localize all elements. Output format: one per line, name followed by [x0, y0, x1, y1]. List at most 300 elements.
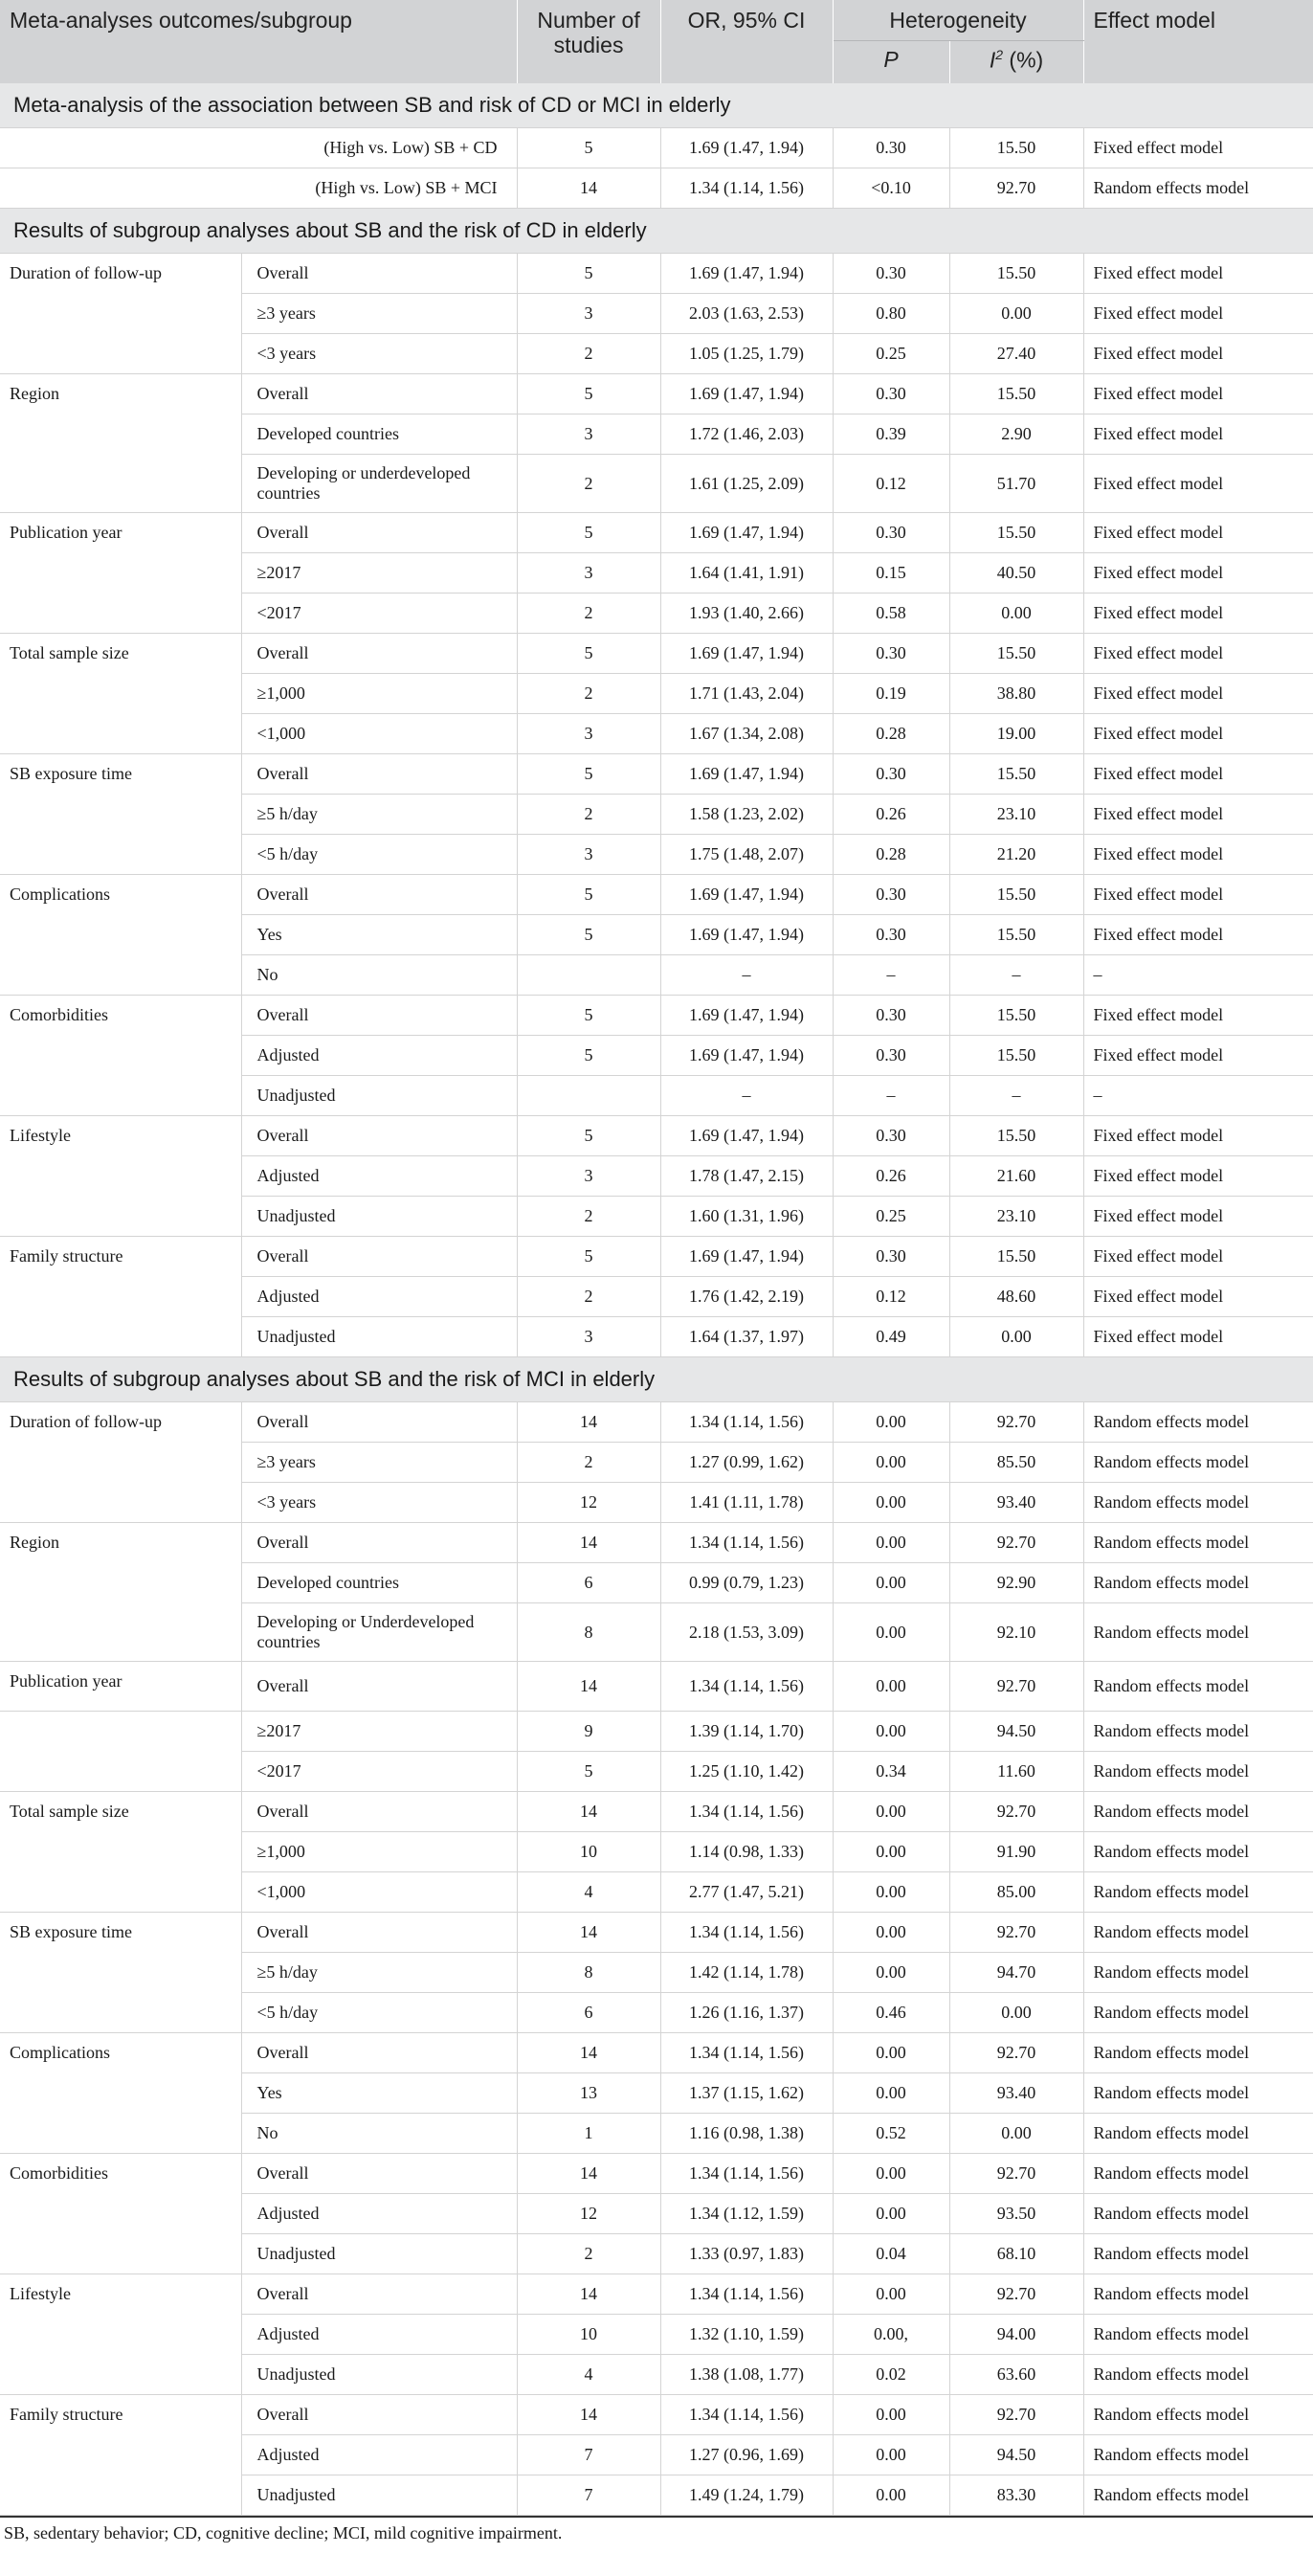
i2-value: 2.90 [949, 414, 1083, 455]
effect-model: Random effects model [1083, 2274, 1313, 2315]
table-row [0, 2274, 1313, 2315]
effect-model: Random effects model [1083, 1483, 1313, 1523]
i2-value: 94.50 [949, 1712, 1083, 1752]
study-count: 14 [517, 2033, 660, 2073]
p-value: 0.30 [833, 374, 949, 414]
effect-model: Random effects model [1083, 1993, 1313, 2033]
study-count: 5 [517, 128, 660, 168]
study-count: 7 [517, 2435, 660, 2475]
subgroup-category: Overall [241, 513, 517, 553]
subgroup-name: Region [0, 1523, 241, 1662]
odds-ratio: 1.69 (1.47, 1.94) [660, 1237, 833, 1277]
i2-value: 11.60 [949, 1752, 1083, 1792]
i2-value: 83.30 [949, 2475, 1083, 2516]
table-row [0, 1662, 1313, 1712]
p-value: 0.00 [833, 2194, 949, 2234]
table-row [0, 128, 1313, 168]
subgroup-name: Total sample size [0, 634, 241, 754]
subgroup-category: <2017 [241, 594, 517, 634]
effect-model: Fixed effect model [1083, 374, 1313, 414]
odds-ratio: 1.37 (1.15, 1.62) [660, 2073, 833, 2114]
i2-value: 21.20 [949, 835, 1083, 875]
study-count: 3 [517, 835, 660, 875]
header-i2-unit: (%) [1003, 48, 1044, 74]
study-count: 4 [517, 1872, 660, 1913]
subgroup-category: Overall [241, 2274, 517, 2315]
table-row [0, 2395, 1313, 2435]
p-value: 0.00 [833, 2435, 949, 2475]
subgroup-category: Unadjusted [241, 1076, 517, 1116]
i2-value: 94.50 [949, 2435, 1083, 2475]
odds-ratio: 1.69 (1.47, 1.94) [660, 875, 833, 915]
i2-value: 92.70 [949, 1523, 1083, 1563]
subgroup-category: Adjusted [241, 1036, 517, 1076]
header-i2 [949, 41, 1083, 84]
i2-value: 92.70 [949, 168, 1083, 209]
subgroup-category: Overall [241, 996, 517, 1036]
study-count: 5 [517, 1116, 660, 1156]
i2-value: 15.50 [949, 634, 1083, 674]
effect-model: Random effects model [1083, 1872, 1313, 1913]
table-row [0, 634, 1313, 674]
effect-model: Random effects model [1083, 2073, 1313, 2114]
i2-value: 15.50 [949, 513, 1083, 553]
study-count: 8 [517, 1953, 660, 1993]
table-row [0, 2033, 1313, 2073]
effect-model: Random effects model [1083, 1832, 1313, 1872]
i2-value: 15.50 [949, 875, 1083, 915]
effect-model: Fixed effect model [1083, 455, 1313, 513]
study-count: 2 [517, 1277, 660, 1317]
subgroup-category: Developed countries [241, 414, 517, 455]
study-count: 5 [517, 374, 660, 414]
subgroup-category: Developed countries [241, 1563, 517, 1603]
effect-model: Fixed effect model [1083, 553, 1313, 594]
p-value: 0.00 [833, 1913, 949, 1953]
odds-ratio: 1.69 (1.47, 1.94) [660, 996, 833, 1036]
study-count [517, 955, 660, 996]
effect-model: Fixed effect model [1083, 634, 1313, 674]
i2-value: 92.70 [949, 2154, 1083, 2194]
i2-value: 21.60 [949, 1156, 1083, 1197]
study-count: 3 [517, 1317, 660, 1357]
study-count: 5 [517, 754, 660, 795]
effect-model: Random effects model [1083, 1752, 1313, 1792]
p-value: 0.30 [833, 1237, 949, 1277]
subgroup-category: No [241, 2114, 517, 2154]
effect-model: Fixed effect model [1083, 1156, 1313, 1197]
study-count [517, 1076, 660, 1116]
effect-model: Fixed effect model [1083, 1116, 1313, 1156]
p-value: 0.00 [833, 1603, 949, 1662]
study-count: 3 [517, 1156, 660, 1197]
odds-ratio: 1.69 (1.47, 1.94) [660, 634, 833, 674]
subgroup-name: Complications [0, 2033, 241, 2154]
i2-value: 23.10 [949, 1197, 1083, 1237]
outcome-label: (High vs. Low) SB + CD [0, 128, 517, 168]
study-count: 4 [517, 2355, 660, 2395]
p-value: 0.00 [833, 1483, 949, 1523]
header-row [0, 0, 1313, 41]
odds-ratio: 2.03 (1.63, 2.53) [660, 294, 833, 334]
effect-model: Random effects model [1083, 1792, 1313, 1832]
odds-ratio: 1.34 (1.14, 1.56) [660, 2274, 833, 2315]
odds-ratio: 1.34 (1.14, 1.56) [660, 1523, 833, 1563]
effect-model: Random effects model [1083, 2234, 1313, 2274]
effect-model: Fixed effect model [1083, 996, 1313, 1036]
section-title: Results of subgroup analyses about SB and the risk of MCI in elderly [0, 1357, 1313, 1402]
subgroup-category: ≥5 h/day [241, 795, 517, 835]
effect-model: Fixed effect model [1083, 254, 1313, 294]
p-value: 0.00 [833, 2475, 949, 2516]
study-count: 5 [517, 1036, 660, 1076]
i2-value: 92.90 [949, 1563, 1083, 1603]
header-outcome: Meta-analyses outcomes/subgroup [0, 0, 517, 83]
subgroup-category: Overall [241, 1792, 517, 1832]
odds-ratio: 1.69 (1.47, 1.94) [660, 254, 833, 294]
subgroup-name: Duration of follow-up [0, 1402, 241, 1523]
subgroup-name: Total sample size [0, 1792, 241, 1913]
subgroup-category: Unadjusted [241, 2355, 517, 2395]
table-row [0, 254, 1313, 294]
subgroup-category: Adjusted [241, 1156, 517, 1197]
table-row [0, 1523, 1313, 1563]
effect-model: Fixed effect model [1083, 1197, 1313, 1237]
table-row [0, 754, 1313, 795]
p-value: 0.30 [833, 754, 949, 795]
p-value: 0.00 [833, 1402, 949, 1443]
p-value: 0.30 [833, 634, 949, 674]
odds-ratio: – [660, 1076, 833, 1116]
subgroup-category: <3 years [241, 1483, 517, 1523]
i2-value: 15.50 [949, 996, 1083, 1036]
p-value: 0.49 [833, 1317, 949, 1357]
study-count: 12 [517, 2194, 660, 2234]
odds-ratio: 1.33 (0.97, 1.83) [660, 2234, 833, 2274]
effect-model: Fixed effect model [1083, 754, 1313, 795]
effect-model: Fixed effect model [1083, 915, 1313, 955]
subgroup-category: <5 h/day [241, 1993, 517, 2033]
table-row [0, 2154, 1313, 2194]
effect-model: Random effects model [1083, 2194, 1313, 2234]
study-count: 2 [517, 2234, 660, 2274]
p-value: 0.12 [833, 1277, 949, 1317]
table-row [0, 875, 1313, 915]
subgroup-category: Unadjusted [241, 1197, 517, 1237]
p-value: 0.30 [833, 996, 949, 1036]
p-value: – [833, 1076, 949, 1116]
table-row [0, 1237, 1313, 1277]
odds-ratio: 1.71 (1.43, 2.04) [660, 674, 833, 714]
i2-value: 19.00 [949, 714, 1083, 754]
odds-ratio: – [660, 955, 833, 996]
odds-ratio: 1.34 (1.14, 1.56) [660, 2395, 833, 2435]
subgroup-name-empty [0, 1712, 241, 1792]
p-value: 0.52 [833, 2114, 949, 2154]
effect-model: Fixed effect model [1083, 1277, 1313, 1317]
effect-model: Fixed effect model [1083, 513, 1313, 553]
section-header [0, 209, 1313, 254]
subgroup-category: No [241, 955, 517, 996]
effect-model: Random effects model [1083, 1563, 1313, 1603]
table-row [0, 168, 1313, 209]
study-count: 14 [517, 168, 660, 209]
i2-value: 92.70 [949, 1662, 1083, 1712]
effect-model: Fixed effect model [1083, 294, 1313, 334]
i2-value: 40.50 [949, 553, 1083, 594]
p-value: 0.00 [833, 1523, 949, 1563]
effect-model: Fixed effect model [1083, 875, 1313, 915]
subgroup-category: Overall [241, 254, 517, 294]
p-value: 0.12 [833, 455, 949, 513]
odds-ratio: 1.75 (1.48, 2.07) [660, 835, 833, 875]
i2-value: 27.40 [949, 334, 1083, 374]
subgroup-category: Adjusted [241, 2194, 517, 2234]
study-count: 2 [517, 674, 660, 714]
p-value: 0.30 [833, 915, 949, 955]
odds-ratio: 1.69 (1.47, 1.94) [660, 1036, 833, 1076]
study-count: 14 [517, 1402, 660, 1443]
study-count: 3 [517, 414, 660, 455]
odds-ratio: 1.61 (1.25, 2.09) [660, 455, 833, 513]
subgroup-category: ≥3 years [241, 1443, 517, 1483]
p-value: 0.00 [833, 1662, 949, 1712]
subgroup-name: Complications [0, 875, 241, 996]
odds-ratio: 1.34 (1.12, 1.59) [660, 2194, 833, 2234]
study-count: 5 [517, 996, 660, 1036]
effect-model: Random effects model [1083, 1953, 1313, 1993]
subgroup-category: Overall [241, 875, 517, 915]
study-count: 2 [517, 1197, 660, 1237]
p-value: 0.39 [833, 414, 949, 455]
table-row [0, 374, 1313, 414]
subgroup-category: Overall [241, 1237, 517, 1277]
study-count: 3 [517, 714, 660, 754]
subgroup-category: Developing or underdeveloped countries [241, 455, 517, 513]
i2-value: 92.70 [949, 2033, 1083, 2073]
i2-value: 85.50 [949, 1443, 1083, 1483]
effect-model: Random effects model [1083, 1913, 1313, 1953]
subgroup-name: SB exposure time [0, 1913, 241, 2033]
subgroup-category: ≥1,000 [241, 674, 517, 714]
subgroup-category: <3 years [241, 334, 517, 374]
subgroup-name: Duration of follow-up [0, 254, 241, 374]
odds-ratio: 1.64 (1.41, 1.91) [660, 553, 833, 594]
p-value: 0.34 [833, 1752, 949, 1792]
study-count: 10 [517, 1832, 660, 1872]
study-count: 10 [517, 2315, 660, 2355]
subgroup-name: Publication year [0, 1662, 241, 1712]
study-count: 2 [517, 594, 660, 634]
subgroup-category: <1,000 [241, 714, 517, 754]
p-value: 0.26 [833, 795, 949, 835]
odds-ratio: 1.64 (1.37, 1.97) [660, 1317, 833, 1357]
odds-ratio: 1.49 (1.24, 1.79) [660, 2475, 833, 2516]
odds-ratio: 1.26 (1.16, 1.37) [660, 1993, 833, 2033]
subgroup-category: <5 h/day [241, 835, 517, 875]
odds-ratio: 1.69 (1.47, 1.94) [660, 513, 833, 553]
subgroup-category: Yes [241, 915, 517, 955]
table-row [0, 1116, 1313, 1156]
p-value: 0.28 [833, 714, 949, 754]
p-value: 0.04 [833, 2234, 949, 2274]
i2-value: 0.00 [949, 594, 1083, 634]
effect-model: Random effects model [1083, 1402, 1313, 1443]
p-value: 0.25 [833, 1197, 949, 1237]
header-p: P [833, 41, 949, 84]
i2-value: 92.70 [949, 1792, 1083, 1832]
study-count: 6 [517, 1563, 660, 1603]
odds-ratio: 1.42 (1.14, 1.78) [660, 1953, 833, 1993]
i2-value: 0.00 [949, 2114, 1083, 2154]
effect-model: Fixed effect model [1083, 714, 1313, 754]
odds-ratio: 2.77 (1.47, 5.21) [660, 1872, 833, 1913]
odds-ratio: 0.99 (0.79, 1.23) [660, 1563, 833, 1603]
i2-value: 92.70 [949, 1913, 1083, 1953]
i2-value: 85.00 [949, 1872, 1083, 1913]
odds-ratio: 1.34 (1.14, 1.56) [660, 2154, 833, 2194]
odds-ratio: 1.78 (1.47, 2.15) [660, 1156, 833, 1197]
p-value: 0.25 [833, 334, 949, 374]
header-i2-sup: 2 [995, 47, 1004, 63]
subgroup-category: Overall [241, 2395, 517, 2435]
p-value: 0.00 [833, 2154, 949, 2194]
p-value: 0.30 [833, 128, 949, 168]
study-count: 6 [517, 1993, 660, 2033]
study-count: 3 [517, 553, 660, 594]
study-count: 14 [517, 1792, 660, 1832]
odds-ratio: 1.16 (0.98, 1.38) [660, 2114, 833, 2154]
subgroup-category: Overall [241, 1402, 517, 1443]
footnote: SB, sedentary behavior; CD, cognitive decline; MCI, mild cognitive impairment. [4, 2523, 563, 2543]
p-value: 0.00 [833, 1563, 949, 1603]
effect-model: Fixed effect model [1083, 835, 1313, 875]
odds-ratio: 1.76 (1.42, 2.19) [660, 1277, 833, 1317]
odds-ratio: 1.72 (1.46, 2.03) [660, 414, 833, 455]
study-count: 2 [517, 334, 660, 374]
study-count: 8 [517, 1603, 660, 1662]
i2-value: 93.40 [949, 2073, 1083, 2114]
p-value: 0.00 [833, 1443, 949, 1483]
i2-value: – [949, 1076, 1083, 1116]
table-row [0, 1792, 1313, 1832]
effect-model: Fixed effect model [1083, 1036, 1313, 1076]
i2-value: 15.50 [949, 1036, 1083, 1076]
i2-value: 15.50 [949, 374, 1083, 414]
i2-value: 92.70 [949, 2395, 1083, 2435]
p-value: 0.15 [833, 553, 949, 594]
study-count: 14 [517, 2274, 660, 2315]
p-value: 0.00 [833, 1832, 949, 1872]
subgroup-category: ≥1,000 [241, 1832, 517, 1872]
p-value: 0.46 [833, 1993, 949, 2033]
odds-ratio: 1.34 (1.14, 1.56) [660, 1662, 833, 1712]
study-count: 14 [517, 1913, 660, 1953]
p-value: 0.30 [833, 254, 949, 294]
i2-value: 15.50 [949, 254, 1083, 294]
odds-ratio: 1.39 (1.14, 1.70) [660, 1712, 833, 1752]
effect-model: Random effects model [1083, 2315, 1313, 2355]
p-value: 0.00 [833, 2033, 949, 2073]
i2-value: 93.40 [949, 1483, 1083, 1523]
odds-ratio: 1.05 (1.25, 1.79) [660, 334, 833, 374]
effect-model: Random effects model [1083, 1443, 1313, 1483]
effect-model: Random effects model [1083, 2355, 1313, 2395]
effect-model: Random effects model [1083, 2154, 1313, 2194]
p-value: 0.00, [833, 2315, 949, 2355]
subgroup-category: Unadjusted [241, 1317, 517, 1357]
p-value: <0.10 [833, 168, 949, 209]
subgroup-name: Publication year [0, 513, 241, 634]
study-count: 5 [517, 1237, 660, 1277]
subgroup-category: Adjusted [241, 2435, 517, 2475]
odds-ratio: 1.93 (1.40, 2.66) [660, 594, 833, 634]
study-count: 7 [517, 2475, 660, 2516]
subgroup-category: Adjusted [241, 2315, 517, 2355]
odds-ratio: 1.34 (1.14, 1.56) [660, 168, 833, 209]
i2-value: 94.00 [949, 2315, 1083, 2355]
header-heterogeneity: Heterogeneity [833, 0, 1083, 41]
p-value: 0.80 [833, 294, 949, 334]
p-value: 0.00 [833, 2274, 949, 2315]
subgroup-category: <1,000 [241, 1872, 517, 1913]
i2-value: 15.50 [949, 1116, 1083, 1156]
effect-model: Fixed effect model [1083, 1237, 1313, 1277]
i2-value: 91.90 [949, 1832, 1083, 1872]
study-count: 5 [517, 254, 660, 294]
study-count: 9 [517, 1712, 660, 1752]
effect-model: Random effects model [1083, 2114, 1313, 2154]
effect-model: Random effects model [1083, 1712, 1313, 1752]
effect-model: – [1083, 955, 1313, 996]
subgroup-category: Overall [241, 1523, 517, 1563]
subgroup-name: Region [0, 374, 241, 513]
effect-model: Random effects model [1083, 168, 1313, 209]
i2-value: 15.50 [949, 915, 1083, 955]
table-body [0, 83, 1313, 2516]
p-value: 0.28 [833, 835, 949, 875]
i2-value: 92.10 [949, 1603, 1083, 1662]
i2-value: 15.50 [949, 128, 1083, 168]
subgroup-category: Overall [241, 374, 517, 414]
p-value: 0.30 [833, 875, 949, 915]
study-count: 5 [517, 1752, 660, 1792]
effect-model: Fixed effect model [1083, 594, 1313, 634]
odds-ratio: 1.27 (0.96, 1.69) [660, 2435, 833, 2475]
odds-ratio: 1.58 (1.23, 2.02) [660, 795, 833, 835]
section-header [0, 1357, 1313, 1402]
p-value: 0.00 [833, 1872, 949, 1913]
i2-value: 38.80 [949, 674, 1083, 714]
effect-model: Fixed effect model [1083, 674, 1313, 714]
p-value: 0.30 [833, 1116, 949, 1156]
i2-value: 51.70 [949, 455, 1083, 513]
effect-model: Fixed effect model [1083, 128, 1313, 168]
subgroup-name: Lifestyle [0, 1116, 241, 1237]
subgroup-category: Overall [241, 1913, 517, 1953]
table-row [0, 513, 1313, 553]
odds-ratio: 1.14 (0.98, 1.33) [660, 1832, 833, 1872]
table-row [0, 1913, 1313, 1953]
odds-ratio: 1.38 (1.08, 1.77) [660, 2355, 833, 2395]
effect-model: Fixed effect model [1083, 414, 1313, 455]
study-count: 3 [517, 294, 660, 334]
effect-model: Fixed effect model [1083, 334, 1313, 374]
subgroup-category: Developing or Underdeveloped countries [241, 1603, 517, 1662]
subgroup-category: ≥2017 [241, 1712, 517, 1752]
i2-value: 93.50 [949, 2194, 1083, 2234]
subgroup-name: SB exposure time [0, 754, 241, 875]
